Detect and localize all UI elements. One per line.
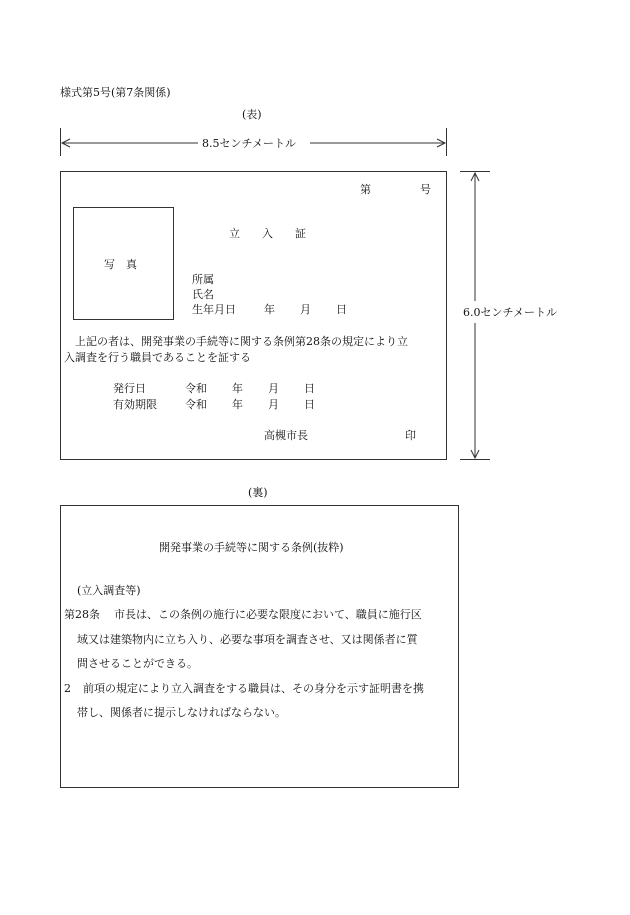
name-label: 氏名 [192,288,214,301]
issue-era: 令和 [185,382,207,395]
issue-day: 日 [304,382,315,395]
article-text-3: 問させることができる。 [77,657,198,670]
paragraph-2-text-2: 帯し、関係者に提示しなければならない。 [77,706,286,719]
form-title: 様式第5号(第7条関係) [60,86,171,99]
validity-era: 令和 [185,398,207,411]
photo-label: 写 真 [104,258,137,271]
width-dim-label: 8.5センチメートル [202,137,297,150]
card-title: 立 入 証 [229,227,306,240]
issuer-label: 高槻市長 [264,429,308,442]
card-number-dai: 第 [360,183,371,196]
issue-month: 月 [268,382,279,395]
article-text-2: 域又は建築物内に立ち入り、必要な事項を調査させ、又は関係者に質 [77,633,418,646]
front-label: (表) [242,108,262,121]
article-number: 第28条 [64,608,100,621]
paragraph-2-number: 2 [64,682,71,695]
validity-month: 月 [268,398,279,411]
validity-label: 有効期限 [113,398,157,411]
section-heading: (立入調査等) [77,584,141,597]
issue-year: 年 [232,382,243,395]
statement-line-2: 入調査を行う職員であることを証する [64,351,251,364]
affiliation-label: 所属 [192,273,214,286]
height-dim-label: 6.0センチメートル [463,306,558,319]
birth-month: 月 [300,303,311,316]
issue-date-label: 発行日 [113,382,146,395]
validity-year: 年 [232,398,243,411]
back-title: 開発事業の手続等に関する条例(抜粋) [159,541,344,554]
birth-year: 年 [264,303,275,316]
article-text-1: 市長は、この条例の施行に必要な限度において、職員に施行区 [114,608,422,621]
paragraph-2-text-1: 前項の規定により立入調査をする職員は、その身分を示す証明書を携 [83,682,424,695]
birth-day: 日 [336,303,347,316]
back-label: (裏) [248,486,268,499]
seal-label: 印 [405,429,416,442]
statement-line-1: 上記の者は、開発事業の手続等に関する条例第28条の規定により立 [75,335,408,348]
birth-label: 生年月日 [192,303,236,316]
validity-day: 日 [304,398,315,411]
card-number-go: 号 [420,183,431,196]
